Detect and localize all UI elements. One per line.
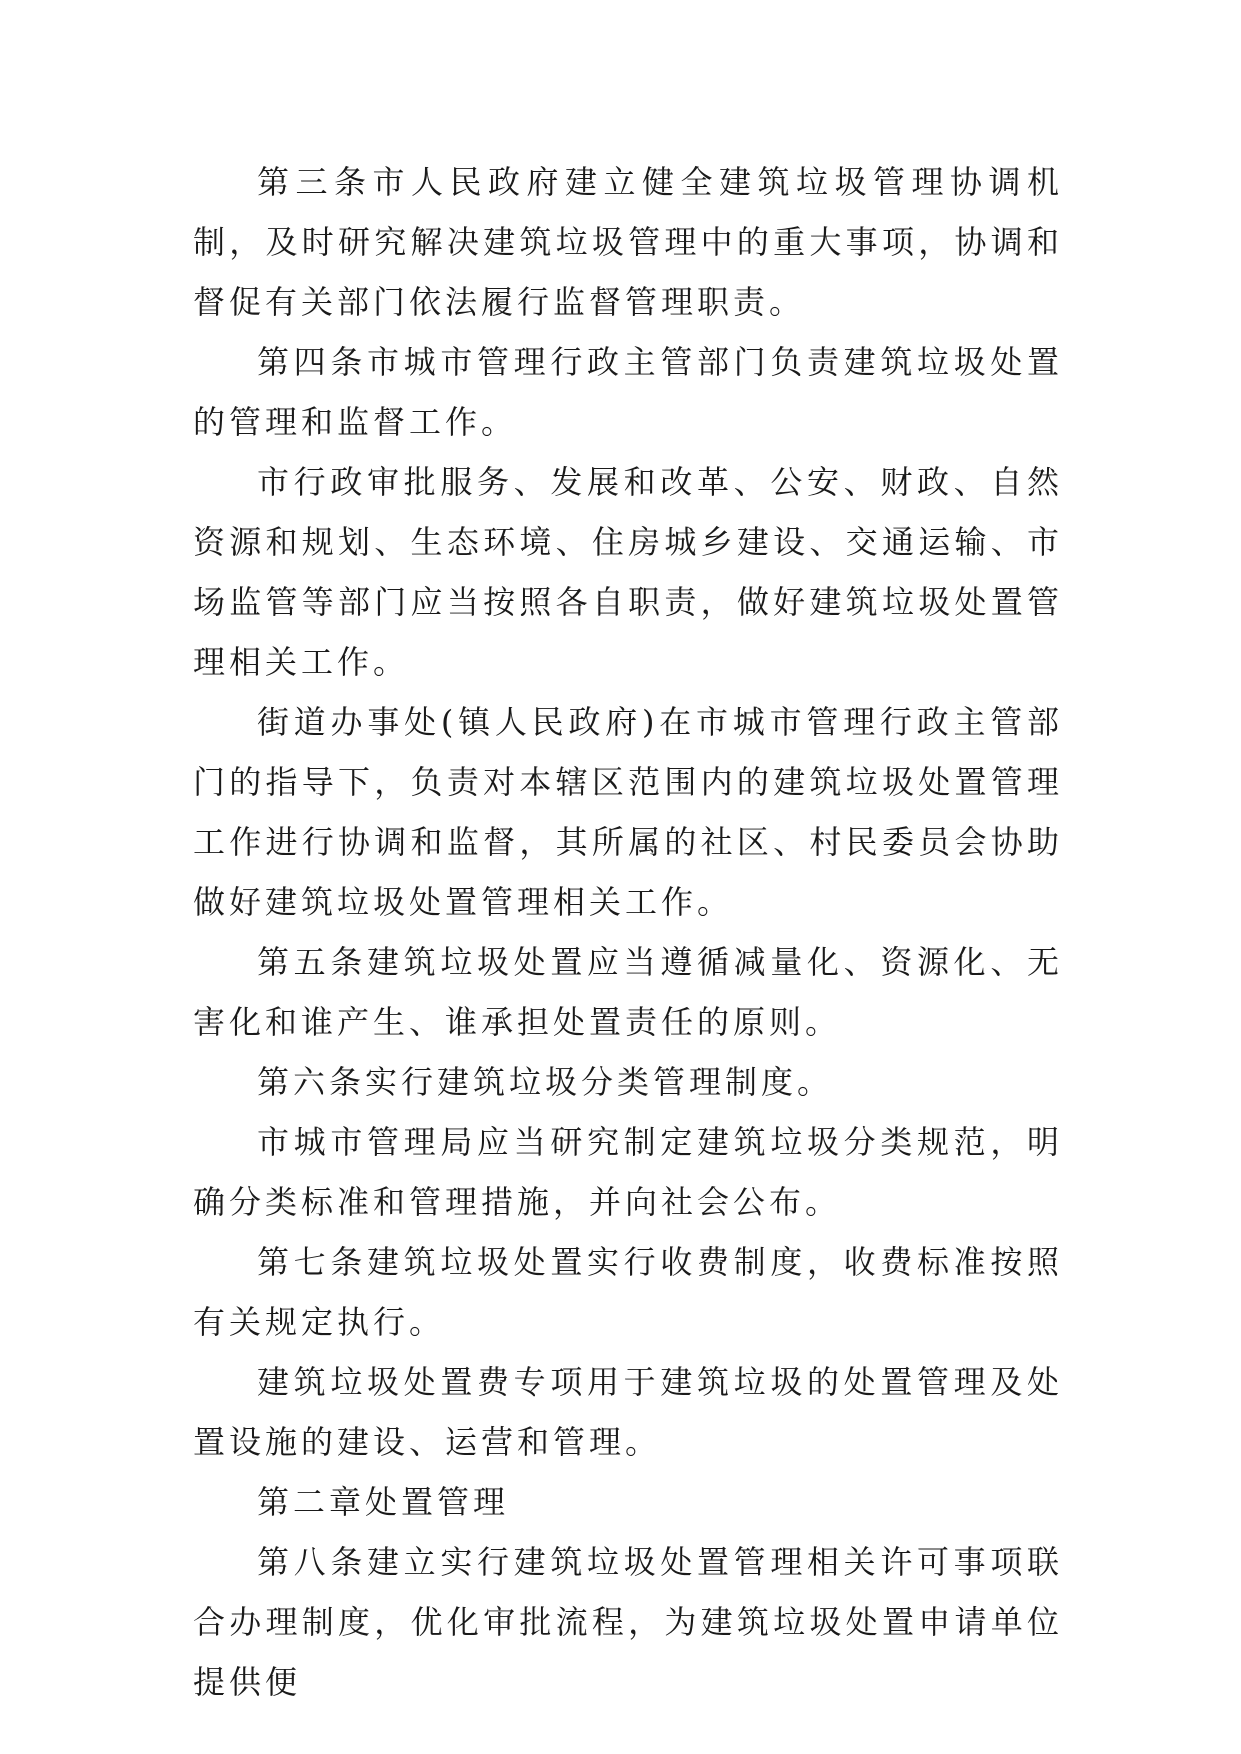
disposal-fee-paragraph: 建筑垃圾处置费专项用于建筑垃圾的处置管理及处置设施的建设、运营和管理。 (193, 1363, 1063, 1461)
document-body (193, 152, 1063, 1712)
classification-standard-paragraph: 市城市管理局应当研究制定建筑垃圾分类规范，明确分类标准和管理措施，并向社会公布。 (193, 1123, 1063, 1221)
chapter-2-heading: 第二章处置管理 (257, 1483, 510, 1521)
article-7-paragraph: 第七条建筑垃圾处置实行收费制度，收费标准按照有关规定执行。 (193, 1243, 1063, 1341)
article-4-paragraph: 第四条市城市管理行政主管部门负责建筑垃圾处置的管理和监督工作。 (193, 343, 1063, 441)
departments-duties-paragraph: 市行政审批服务、发展和改革、公安、财政、自然资源和规划、生态环境、住房城乡建设、交通运输、市场监管等部门应当按照各自职责，做好建筑垃圾处置管理相关工作。 (193, 463, 1063, 681)
article-8-paragraph: 第八条建立实行建筑垃圾处置管理相关许可事项联合办理制度，优化审批流程，为建筑垃圾处置申请单位提供便 (193, 1543, 1063, 1701)
article-6-paragraph: 第六条实行建筑垃圾分类管理制度。 (257, 1063, 834, 1101)
article-5-paragraph: 第五条建筑垃圾处置应当遵循减量化、资源化、无害化和谁产生、谁承担处置责任的原则。 (193, 943, 1063, 1041)
article-3-paragraph: 第三条市人民政府建立健全建筑垃圾管理协调机制，及时研究解决建筑垃圾管理中的重大事项，协调和督促有关部门依法履行监督管理职责。 (193, 163, 1063, 321)
subdistrict-office-paragraph: 街道办事处(镇人民政府)在市城市管理行政主管部门的指导下，负责对本辖区范围内的建筑垃圾处置管理工作进行协调和监督，其所属的社区、村民委员会协助做好建筑垃圾处置管理相关工作。 (193, 703, 1063, 921)
